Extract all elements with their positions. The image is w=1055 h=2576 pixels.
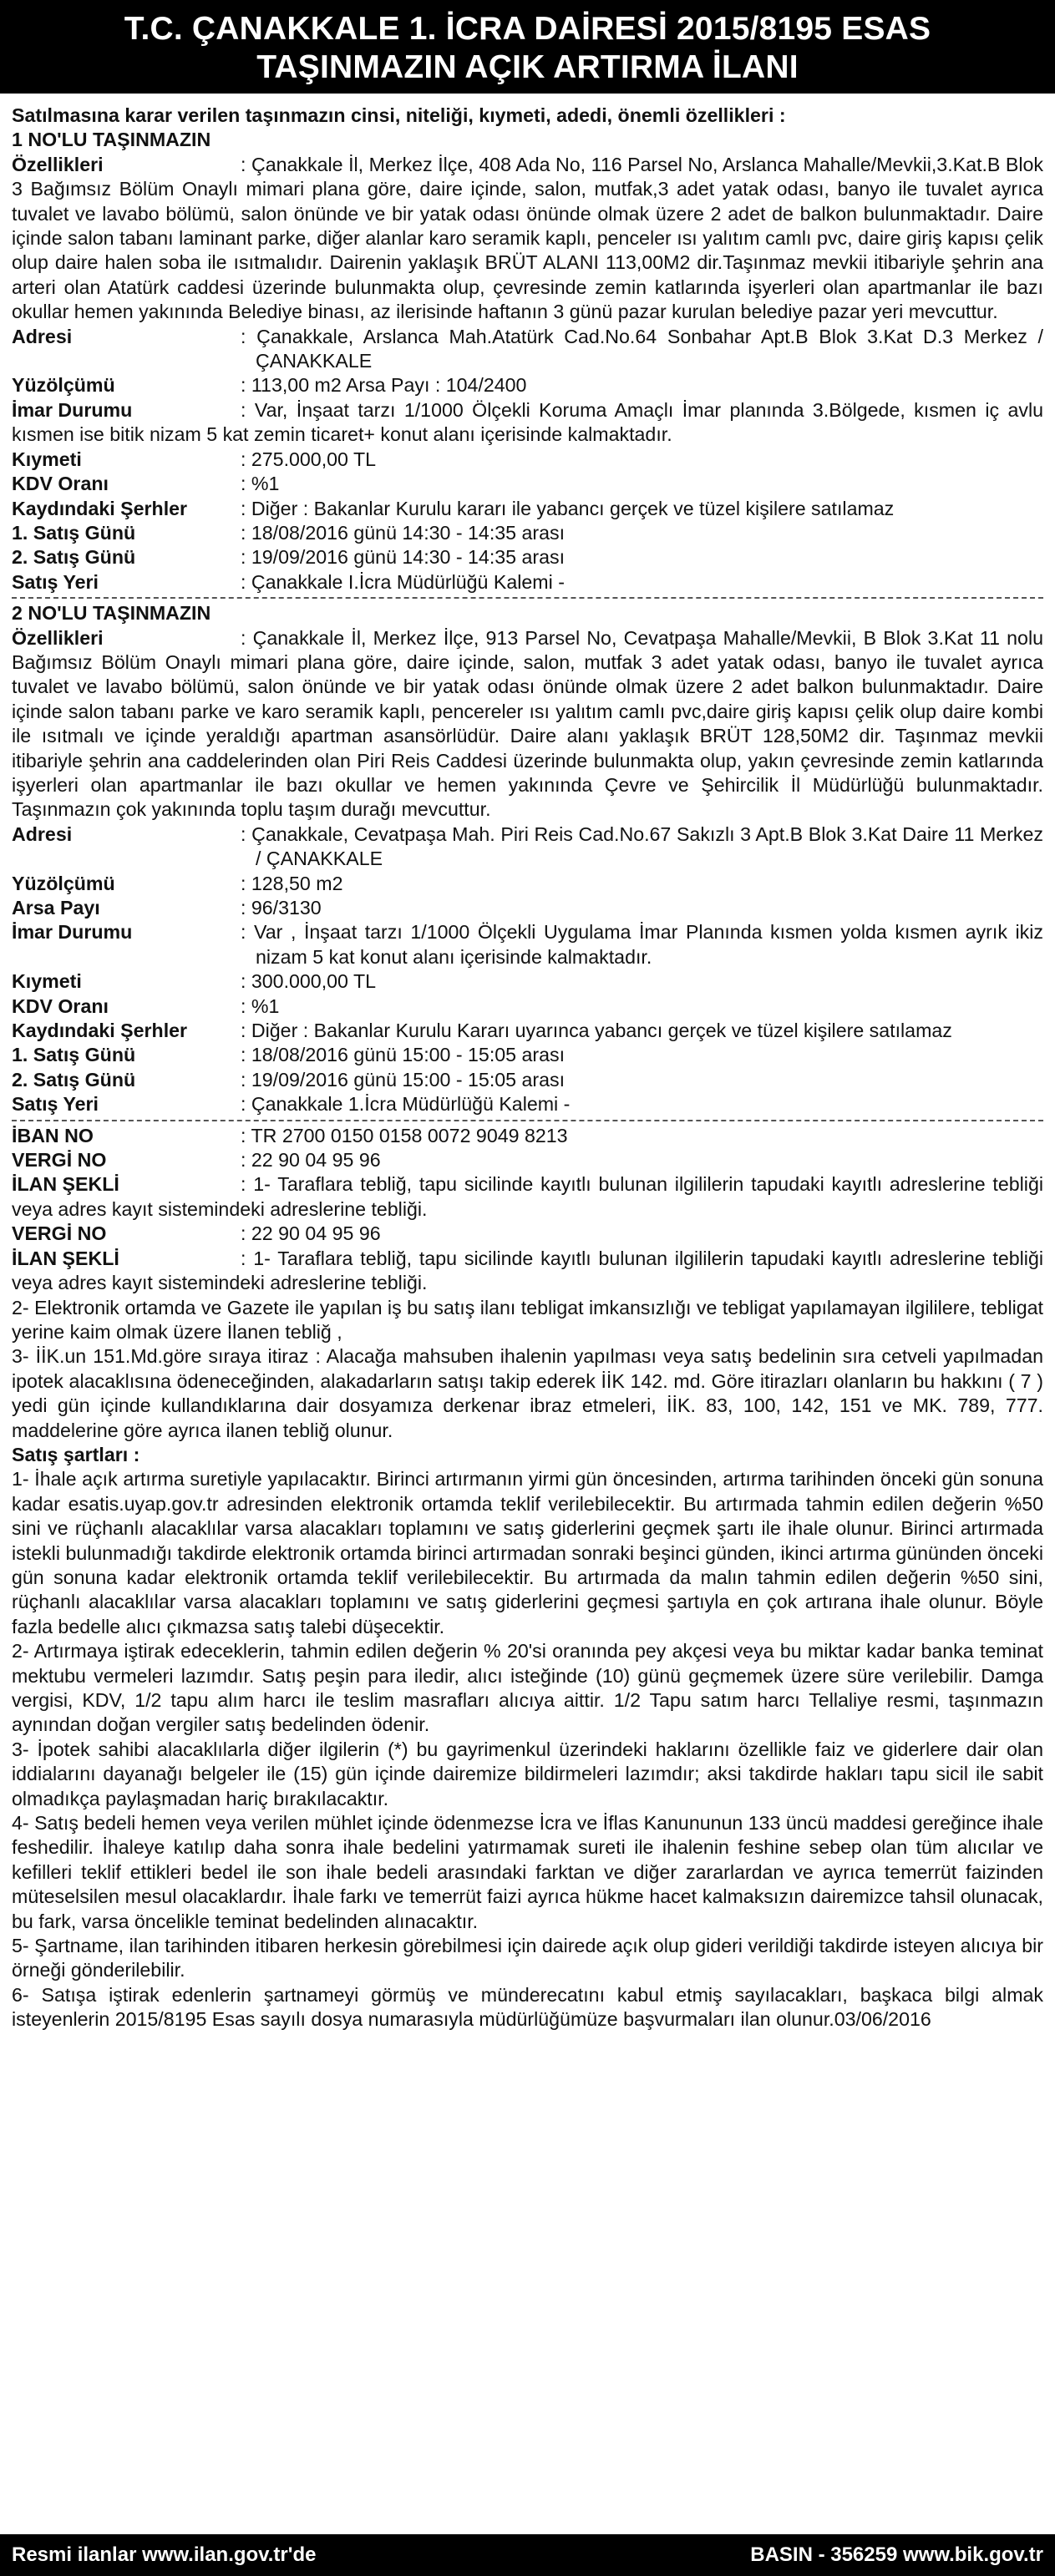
- property2-sale2: [12, 1068, 1043, 1092]
- property1-zoning-label: İmar Durumu: [12, 398, 133, 421]
- tax-number-value-2: : 22 90 04 95 96: [241, 1222, 381, 1245]
- announcement-body: [12, 104, 1043, 2032]
- header-title-line1: T.C. ÇANAKKALE 1. İCRA DAİRESİ 2015/8195 ESAS: [124, 11, 931, 47]
- property2-vat-value: : %1: [241, 994, 280, 1017]
- property1-annotations-label: Kaydındaki Şerhler: [12, 497, 188, 519]
- property2-sale1: [12, 1043, 1043, 1067]
- property1-sale1-value: : 18/08/2016 günü 14:30 - 14:35 arası: [241, 521, 566, 544]
- property2-annotations: [12, 1019, 1043, 1043]
- property2-sale-place-label: Satış Yeri: [12, 1093, 99, 1116]
- property2-features: [12, 626, 1043, 822]
- property1-value: [12, 448, 1043, 472]
- note-electronic-notice: 2- Elektronik ortamda ve Gazete ile yapılan iş bu satış ilanı tebligat imkansızlığı ve tebligat yapılamayan ilgililere, tebligat yerine kaim olmak üzere İlanen tebliğ ,: [12, 1296, 1043, 1343]
- condition-item-5: 5- Şartname, ilan tarihinden itibaren herkesin görebilmesi için dairede açık olup gideri verildiği takdirde isteyen alıcıya bir örneği gönderilebilir.: [12, 1935, 1043, 1981]
- property2-value-amount: : 300.000,00 TL: [241, 970, 377, 993]
- property1-annotations-value: : Diğer : Bakanlar Kurulu kararı ile yabancı gerçek ve tüzel kişilere satılamaz: [241, 497, 895, 519]
- notice-method-value-2: : 1- Taraflara tebliğ, tapu sicilinde kayıtlı bulunan ilgililerin tapudaki kayıtlı adreslerine tebliği veya adres kayıt sistemindeki adreslerine tebliği.: [12, 1247, 1043, 1294]
- notice-method-row: [12, 1172, 1043, 1222]
- header-title-line2: TAŞINMAZIN AÇIK ARTIRMA İLANI: [256, 49, 799, 85]
- property1-sale1-label: 1. Satış Günü: [12, 521, 136, 544]
- conditions-title: Satış şartları :: [12, 1443, 140, 1465]
- property2-value: [12, 969, 1043, 994]
- property1-address-label: Adresi: [12, 325, 73, 347]
- property2-sale2-value: : 19/09/2016 günü 15:00 - 15:05 arası: [241, 1068, 566, 1091]
- iban-value: : TR 2700 0150 0158 0072 9049 8213: [241, 1124, 568, 1146]
- property2-zoning-value: : Var , İnşaat tarzı 1/1000 Ölçekli Uygulama İmar Planında kısmen yolda kısmen ayrık ikiz nizam 5 kat konut alanı içerisinde kalmaktadır.: [241, 921, 1043, 968]
- condition-item-4: 4- Satış bedeli hemen veya verilen mühlet içinde ödenmezse İcra ve İflas Kanununun 133 üncü maddesi gereğince ihale feshedilir. İhaleye katılıp daha sonra ihale bedelini yatırmamak sureti ile ihalenin feshine sebep olan tüm alıcılar ve kefilleri teklif ettikleri bedel ile son ihale bedeli arasındaki farktan ve diğer zararlardan ve ayrıca temerrüt faizinden müteselsilen mesul olacaklardır. İhale farkı ve temerrüt faizi ayrıca hükme hacet kalmaksızın dairemizce tahsil olunacak, bu fark, varsa öncelikle teminat bedelinden alınacaktır.: [12, 1812, 1043, 1932]
- condition-item-2: 2- Artırmaya iştirak edeceklerin, tahmin edilen değerin % 20'si oranında pey akçesi veya bu miktar kadar banka teminat mektubu vermeleri lazımdır. Satış peşin para iledir, alıcı isteğinde (10) günü geçmemek üzere süre verilebilir. Damga vergisi, KDV, 1/2 tapu alım harcı ile teslim masrafları alıcıya aittir. 1/2 Tapu satım harcı Tellaliye resmi, taşınmazın aynından doğan vergiler satış bedelinden ödenir.: [12, 1640, 1043, 1736]
- section-divider: [12, 1120, 1043, 1121]
- tax-number-row: [12, 1148, 1043, 1172]
- property2-area: [12, 872, 1043, 896]
- property2-features-label: Özellikleri: [12, 626, 104, 649]
- property2-address: [12, 822, 1043, 872]
- property1-value-amount: : 275.000,00 TL: [241, 448, 377, 470]
- property2-sale1-label: 1. Satış Günü: [12, 1044, 136, 1066]
- iban-label: İBAN NO: [12, 1124, 94, 1146]
- property1-title: 1 NO'LU TAŞINMAZIN: [12, 129, 211, 151]
- property1-annotations: [12, 497, 1043, 521]
- notice-method-value: : 1- Taraflara tebliğ, tapu sicilinde kayıtlı bulunan ilgililerin tapudaki kayıtlı adreslerine tebliği veya adres kayıt sistemindeki adreslerine tebliği.: [12, 1173, 1043, 1220]
- property2-address-value: : Çanakkale, Cevatpaşa Mah. Piri Reis Cad.No.67 Sakızlı 3 Apt.B Blok 3.Kat Daire 11 Merkez / ÇANAKKALE: [241, 822, 1043, 870]
- property1-sale2: [12, 545, 1043, 569]
- tax-number-label-2: VERGİ NO: [12, 1222, 107, 1245]
- notice-method-label: İLAN ŞEKLİ: [12, 1173, 119, 1196]
- condition-item-1: 1- İhale açık artırma suretiyle yapılacaktır. Birinci artırmanın yirmi gün öncesinden, artırma tarihinden önceki gün sonuna kadar esatis.uyap.gov.tr adresinden elektronik ortamda teklif verilebilecektir. Bu artırmada tahmin edilen değerin %50 sini ve rüçhanlı alacaklılar varsa alacakları toplamını ve satış giderlerini geçmek şartı ile ihale olunur. Birinci artırmada istekli bulunmadığı takdirde elektronik ortamda birinci artırmadan sonraki beşinci günden, ikinci artırma gününden önceki gün sonuna kadar elektronik ortamda teklif verilebilecektir. Bu artırmada da malın tahmin edilen değerin %50 sini, rüçhanlı alacaklılar varsa alacakları toplamını ve satış giderlerini geçmesi şartıyla en çok artırana ihale olunur. Böyle fazla bedelle alıcı çıkmazsa satış talebi düşecektir.: [12, 1468, 1043, 1637]
- tax-number-row-2: [12, 1222, 1043, 1246]
- property1-area: [12, 373, 1043, 397]
- property1-vat-label: KDV Oranı: [12, 473, 109, 495]
- property2-sale2-label: 2. Satış Günü: [12, 1068, 136, 1091]
- property2-area-label: Yüzölçümü: [12, 872, 115, 894]
- footer-press-code[interactable]: BASIN - 356259 www.bik.gov.tr: [750, 2543, 1043, 2566]
- property2-land-share-label: Arsa Payı: [12, 897, 100, 919]
- tax-number-value: : 22 90 04 95 96: [241, 1149, 381, 1172]
- property2-address-label: Adresi: [12, 822, 73, 845]
- property1-area-value: : 113,00 m2 Arsa Payı : 104/2400: [241, 374, 527, 397]
- condition-item-6: 6- Satışa iştirak edenlerin şartnameyi görmüş ve münderecatını kabul etmiş sayılacakları, başkaca bilgi almak isteyenlerin 2015/8195 Esas sayılı dosya numarasıyla müdürlüğümüze başvurmaları ilan olunur.03/06/2016: [12, 1983, 1043, 2031]
- property1-sale-place-label: Satış Yeri: [12, 570, 99, 593]
- property1-address-value: : Çanakkale, Arslanca Mah.Atatürk Cad.No.64 Sonbahar Apt.B Blok 3.Kat D.3 Merkez / ÇANAKKALE: [241, 325, 1043, 372]
- property1-vat: [12, 472, 1043, 496]
- property1-zoning-value: : Var, İnşaat tarzı 1/1000 Ölçekli Koruma Amaçlı İmar planında 3.Bölgede, kısmen iç avlu kısmen ise bitik nizam 5 kat zemin ticaret+ konut alanı içerisinde kalmaktadır.: [12, 398, 1043, 446]
- property2-sale-place: [12, 1092, 1043, 1116]
- property1-zoning: [12, 398, 1043, 448]
- intro-text: Satılmasına karar verilen taşınmazın cinsi, niteliği, kıymeti, adedi, önemli özellikleri :: [12, 104, 786, 126]
- property2-annotations-value: : Diğer : Bakanlar Kurulu Kararı uyarınca yabancı gerçek ve tüzel kişilere satılamaz: [241, 1020, 952, 1042]
- property2-area-value: : 128,50 m2: [241, 872, 343, 894]
- property1-address: [12, 325, 1043, 374]
- property1-sale2-value: : 19/09/2016 günü 14:30 - 14:35 arası: [241, 546, 566, 569]
- property2-vat: [12, 994, 1043, 1019]
- announcement-header: [0, 0, 1055, 94]
- property2-sale-place-value: : Çanakkale 1.İcra Müdürlüğü Kalemi -: [241, 1093, 571, 1116]
- property2-sale1-value: : 18/08/2016 günü 15:00 - 15:05 arası: [241, 1044, 566, 1066]
- property1-features-value: : Çanakkale İl, Merkez İlçe, 408 Ada No, 116 Parsel No, Arslanca Mahalle/Mevkii,3.Kat.B Blok 3 Bağımsız Bölüm Onaylı mimari plana göre, daire içinde, salon, mutfak,3 adet yatak odası, banyo ile tuvalet ayrıca tuvalet ve lavabo bölümü, salon önünde ve bir yatak odası önünde olmak üzere 2 adet de balkon bulunmaktadır. Daire içinde salon tabanı laminant parke, diğer alanlar karo seramik kaplı, penceler ısı yalıtım camlı pvc, daire giriş kapısı çelik olup daire halen soba ile ısıtmalıdır. Dairenin yaklaşık BRÜT ALANI 113,00M2 dir.Taşınmaz mevkii itibariyle şehrin ana arteri olan Atatürk caddesi üzerinde bulunmakta olup, çevresinde zemin katlarında işyerleri olan apartmanlar ile bazı okullar hemen yakınında Belediye binası, az ilerisinde haftanın 3 günü pazar kurulan belediye pazar yeri mevcuttur.: [12, 153, 1043, 323]
- property2-zoning: [12, 920, 1043, 969]
- property2-zoning-label: İmar Durumu: [12, 921, 133, 944]
- property1-sale1: [12, 521, 1043, 545]
- property1-sale2-label: 2. Satış Günü: [12, 546, 136, 569]
- announcement-footer: [0, 2534, 1055, 2576]
- property2-vat-label: KDV Oranı: [12, 994, 109, 1017]
- footer-official-notices-link[interactable]: Resmi ilanlar www.ilan.gov.tr'de: [12, 2543, 317, 2566]
- notice-method-row-2: [12, 1247, 1043, 1296]
- property1-features-label: Özellikleri: [12, 153, 104, 175]
- property2-land-share: [12, 896, 1043, 920]
- tax-number-label: VERGİ NO: [12, 1149, 107, 1172]
- property1-features: [12, 153, 1043, 325]
- property1-vat-value: : %1: [241, 473, 280, 495]
- condition-item-3: 3- İpotek sahibi alacaklılarla diğer ilgilerin (*) bu gayrimenkul üzerindeki haklarını özellikle faiz ve giderlere dair olan iddialarını dayanağı belgeler ile (15) gün içinde dairemize bildirmeleri lazımdır; aksi takdirde hakları tapu sicil ile sabit olmadıkça paylaşmadan hariç bırakılacaktır.: [12, 1738, 1043, 1809]
- property2-title: 2 NO'LU TAŞINMAZIN: [12, 602, 211, 625]
- property2-land-share-value: : 96/3130: [241, 897, 322, 919]
- property1-sale-place-value: : Çanakkale I.İcra Müdürlüğü Kalemi -: [241, 570, 565, 593]
- section-divider: [12, 597, 1043, 599]
- note-objection: 3- İİK.un 151.Md.göre sıraya itiraz : Alacağa mahsuben ihalenin yapılması veya satış bedelinin sıra cetveli yapılmadan ipotek alacaklısına ödeneceğinden, alakadarların satışı takip ederek İİK 142. md. Göre itirazları olanların bu hakkını ( 7 ) yedi gün içinde kullandıklarına dair dosyamıza derkenar ibraz etmeleri, İİK. 83, 100, 142, 151 ve MK. 789, 777. maddelerine göre ayrıca ilanen tebliğ olunur.: [12, 1345, 1043, 1441]
- property2-annotations-label: Kaydındaki Şerhler: [12, 1020, 188, 1042]
- property1-value-label: Kıymeti: [12, 448, 82, 470]
- notice-method-label-2: İLAN ŞEKLİ: [12, 1247, 119, 1269]
- iban-row: [12, 1124, 1043, 1148]
- property1-sale-place: [12, 570, 1043, 595]
- property1-area-label: Yüzölçümü: [12, 374, 115, 397]
- property2-features-value: : Çanakkale İl, Merkez İlçe, 913 Parsel No, Cevatpaşa Mahalle/Mevkii, B Blok 3.Kat 11 nolu Bağımsız Bölüm Onaylı mimari plana göre, daire içinde, salon, mutfak 3 adet yatak odası, banyo ile tuvalet ayrıca tuvalet ve lavabo bölümü, salon önünde ve bir yatak odası önünde olmak üzere 2 adet balkon bulunmaktadır. Daire içinde salon tabanı parke ve karo seramik kaplı, pencereler ısı yalıtım camlı pvc,daire giriş kapısı çelik olup daire kombi ile ısıtmalı ve içinde yeraldığı apartman asansörlüdür. Daire alanı yaklaşık BRÜT 128,50M2 dir. Taşınmaz mevkii itibariyle şehrin ana caddelerinden olan Piri Reis Caddesi üzerinde bulunmakta olup, yakın çevresinde zemin katlarında işyerleri olan apartmanlar ile bazı okullar ve hemen yakınında Çevre ve Şehircilik İl Müdürlüğü bulunmaktadır. Taşınmazın çok yakınında toplu taşım durağı mevcuttur.: [12, 626, 1043, 821]
- property2-value-label: Kıymeti: [12, 970, 82, 993]
